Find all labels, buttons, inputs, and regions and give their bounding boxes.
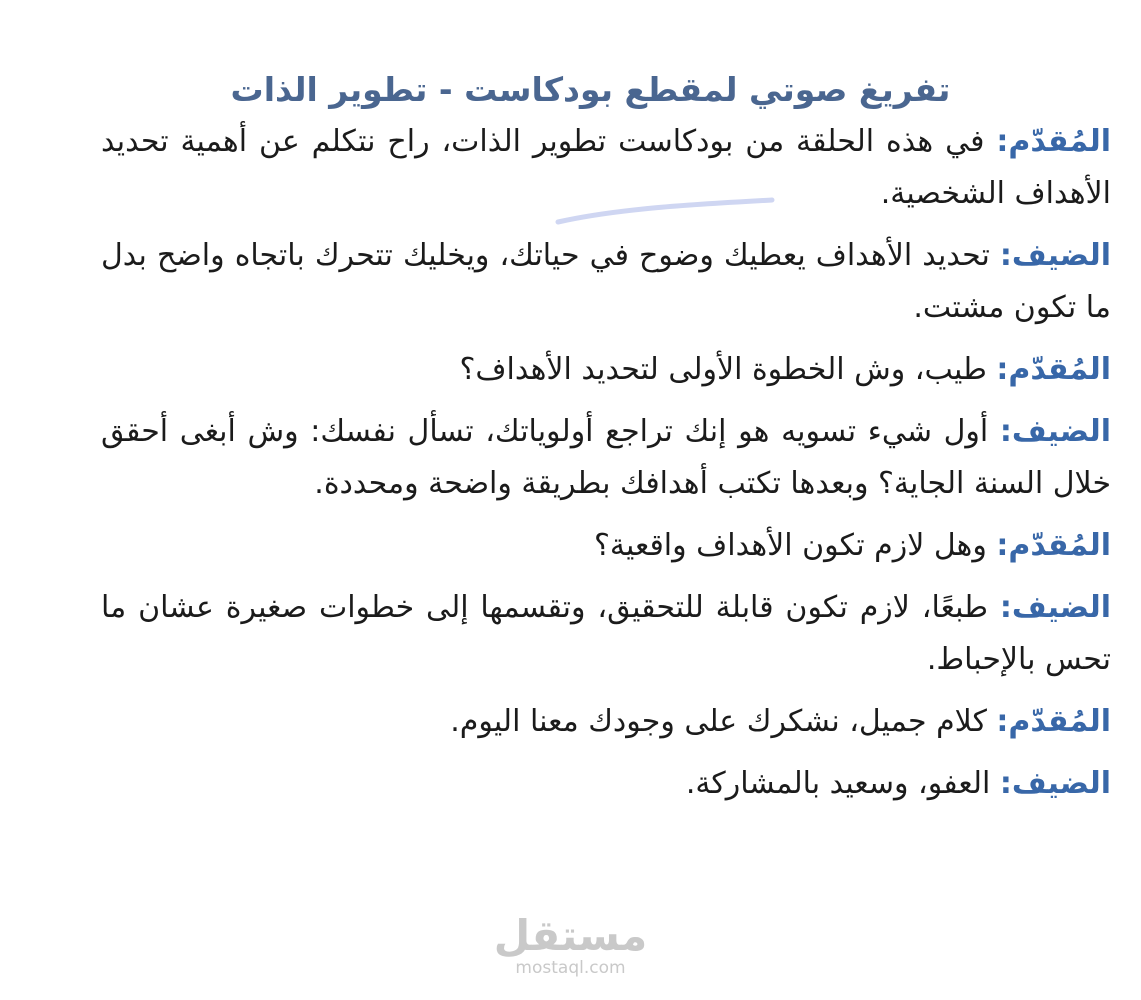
dialogue-text: العفو، وسعيد بالمشاركة. [685, 766, 991, 801]
speaker-label: الضيف [1011, 590, 1111, 625]
speaker-label: المُقدّم [1008, 704, 1111, 739]
dialogue-entry [101, 230, 1111, 334]
dialogue-entry [101, 520, 1111, 572]
speaker-colon: : [996, 528, 1009, 563]
speaker-colon: : [996, 704, 1009, 739]
watermark-arabic-logo: مستقل [493, 911, 648, 960]
speaker-colon: : [999, 414, 1012, 449]
dialogue-entry [101, 344, 1111, 396]
dialogue-text: تحديد الأهداف يعطيك وضوح في حياتك، ويخليك تتحرك باتجاه واضح بدل ما تكون مشتت. [101, 238, 1111, 325]
dialogue-text: طبعًا، لازم تكون قابلة للتحقيق، وتقسمها إلى خطوات صغيرة عشان ما تحس بالإحباط. [101, 590, 1111, 677]
speaker-colon: : [996, 352, 1009, 387]
dialogue-text: كلام جميل، نشكرك على وجودك معنا اليوم. [450, 704, 987, 739]
speaker-label: الضيف [1011, 766, 1111, 801]
speaker-colon: : [996, 124, 1009, 159]
dialogue-entry [101, 696, 1111, 748]
page-title: تفريغ صوتي لمقطع بودكاست - تطوير الذات [230, 70, 951, 109]
dialogue-text: وهل لازم تكون الأهداف واقعية؟ [593, 528, 987, 563]
dialogue-transcript [101, 116, 1111, 820]
dialogue-entry [101, 582, 1111, 686]
speaker-label: الضيف [1011, 414, 1111, 449]
speaker-colon: : [999, 238, 1012, 273]
speaker-colon: : [999, 766, 1012, 801]
watermark-url: mostaql.com [515, 958, 626, 978]
dialogue-entry [101, 406, 1111, 510]
mostaql-watermark [0, 911, 1141, 978]
dialogue-entry [101, 116, 1111, 220]
dialogue-entry [101, 758, 1111, 810]
dialogue-text: أول شيء تسويه هو إنك تراجع أولوياتك، تسأل نفسك: وش أبغى أحقق خلال السنة الجاية؟ وبعدها تكتب أهدافك بطريقة واضحة ومحددة. [101, 414, 1111, 501]
speaker-label: المُقدّم [1008, 528, 1111, 563]
speaker-label: الضيف [1011, 238, 1111, 273]
speaker-colon: : [999, 590, 1012, 625]
speaker-label: المُقدّم [1008, 124, 1111, 159]
dialogue-text: في هذه الحلقة من بودكاست تطوير الذات، راح نتكلم عن أهمية تحديد الأهداف الشخصية. [101, 124, 1111, 211]
dialogue-text: طيب، وش الخطوة الأولى لتحديد الأهداف؟ [459, 352, 987, 387]
speaker-label: المُقدّم [1008, 352, 1111, 387]
